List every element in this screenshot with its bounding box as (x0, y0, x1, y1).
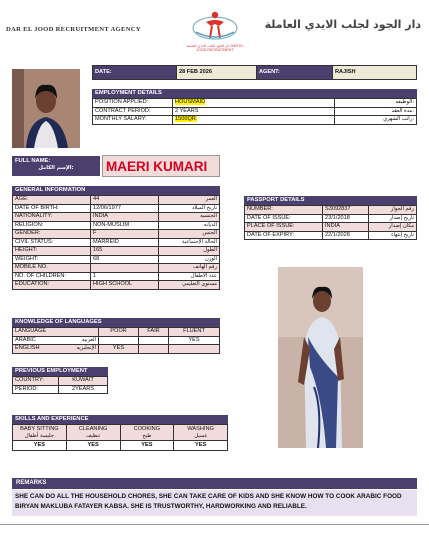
gender-value: F (91, 230, 159, 239)
issue-date-label: DATE OF ISSUE: (245, 214, 323, 223)
religion-label-ar: الديانه (159, 221, 220, 230)
contract-label-ar: مدة العقد: (335, 107, 417, 116)
lang-header-fair: FAIR (139, 328, 169, 337)
mobile-label: MOBILE NO. (13, 264, 91, 273)
lang-fair (139, 345, 169, 354)
lang-name-ar: الإنجليزيه (76, 345, 96, 351)
full-name-label (12, 156, 100, 176)
skill-washing (174, 425, 228, 441)
expiry-date-label-ar: تاريخ إنتهاء (369, 231, 417, 240)
age-value: 44 (91, 196, 159, 205)
skill-label: COOKING (133, 425, 161, 432)
skill-value: YES (13, 441, 67, 451)
nationality-value: INDIA (91, 213, 159, 222)
date-label: DATE: (93, 66, 177, 80)
civil-status-label: CIVIL STATUS: (13, 238, 91, 247)
lang-header-language: LANGUAGE (13, 328, 99, 337)
issue-date-value: 23/1/2018 (323, 214, 369, 223)
employment-title: EMPLOYMENT DETAILS (92, 89, 417, 98)
skill-label-ar: طبخ (142, 432, 152, 439)
skill-label: CLEANING (78, 425, 108, 432)
skill-value: YES (66, 441, 120, 451)
nationality-label: NATIONALITY: (13, 213, 91, 222)
agent-value: RAJISH (333, 66, 417, 80)
lang-name-ar: العربيه (81, 336, 96, 343)
expiry-date-label: DATE OF EXPIRY: (245, 231, 323, 240)
languages-section (12, 318, 220, 354)
skill-value: YES (120, 441, 174, 451)
general-information (12, 186, 220, 290)
mobile-label-ar: رقم الهاتف (159, 264, 220, 273)
salary-label-ar: راتب الشهري: (335, 116, 417, 125)
agency-name-en: DAR EL JOOD RECRUITMENT AGENCY (6, 26, 141, 33)
skill-cleaning (66, 425, 120, 441)
civil-status-value: MARREID (91, 238, 159, 247)
skill-label: WASHING (187, 425, 214, 432)
remarks-title: REMARKS (12, 478, 417, 489)
weight-label: WEIGHT: (13, 255, 91, 264)
lang-name: ARABIC (15, 336, 36, 343)
dob-value: 12/06/1977 (91, 204, 159, 213)
education-value: HIGH SCHOOL (91, 281, 159, 290)
contract-value: 2 YEARS (173, 107, 335, 116)
dob-label: DATE OF BIRTH: (13, 204, 91, 213)
previous-title: PREVIOUS EMPLOYMENT (12, 367, 108, 376)
period-value: 2YEARS (59, 385, 108, 394)
general-title: GENERAL INFORMATION (12, 186, 220, 195)
logo-graphic (186, 6, 244, 46)
weight-value: 68 (91, 255, 159, 264)
skill-label-ar: غسيل (194, 432, 208, 439)
candidate-photo-full (278, 267, 363, 448)
salary-value: 1500QR. (175, 116, 198, 122)
full-name-label-en: FULL NAME: (15, 158, 51, 164)
nationality-label-ar: الجنسيه (159, 213, 220, 222)
footer-divider (0, 524, 429, 525)
skill-baby-sitting (13, 425, 67, 441)
language-row (13, 345, 220, 354)
employment-details (92, 89, 417, 125)
skill-value: YES (174, 441, 228, 451)
age-label: AGE: (13, 196, 91, 205)
candidate-photo-small (12, 69, 80, 148)
civil-status-label-ar: الحالة الإجتماعية (159, 238, 220, 247)
agency-name-ar: دار الجود لجلب الايدي العاملة (264, 18, 421, 31)
passport-number-value: S3092837 (323, 206, 369, 215)
mobile-value (91, 264, 159, 273)
lang-header-poor: POOR (99, 328, 139, 337)
date-value: 28 FEB 2026 (177, 66, 257, 80)
languages-title: KNOWLEDGE OF LANGUAGES (12, 318, 220, 327)
full-name-value: MAERI KUMARI (102, 155, 220, 177)
passport-number-label: NUMBER: (245, 206, 323, 215)
remarks-text: SHE CAN DO ALL THE HOUSEHOLD CHORES, SHE CAN TAKE CARE OF KIDS AND SHE KNOW HOW TO COOK ARABIC FOOD BIRYAN MAKLUBA FATAYER KABSA. SHE IS TRUSTWORTHY, HARDWORKING AND RELIABLE. (12, 490, 417, 516)
passport-details (244, 196, 417, 240)
lang-name: ENGLISH (15, 345, 40, 351)
children-value: 1 (91, 272, 159, 281)
lang-fluent (169, 345, 220, 354)
education-label: EDUCATION: (13, 281, 91, 290)
period-label: PERIOD: (13, 385, 59, 394)
skills-section (12, 415, 228, 451)
age-label-ar: العمر (159, 196, 220, 205)
height-value: 165 (91, 247, 159, 256)
lang-fluent: YES (169, 336, 220, 345)
gender-label-ar: الجنس (159, 230, 220, 239)
passport-number-label-ar: رقم الجواز (369, 206, 417, 215)
position-value: HOUSMAID (175, 99, 206, 105)
contract-label: CONTRACT PERIOD: (93, 107, 173, 116)
passport-title: PASSPORT DETAILS (244, 196, 417, 205)
lang-fair (139, 336, 169, 345)
religion-label: RELIGION: (13, 221, 91, 230)
full-name-label-ar: الإسم الكامل: (38, 165, 74, 171)
lang-header-fluent: FLUENT (169, 328, 220, 337)
skill-label-ar: تنظيف (86, 432, 101, 439)
language-row (13, 336, 220, 345)
salary-label: MONTHLY SALARY: (93, 116, 173, 125)
skill-label: BABY SITTING (20, 425, 59, 432)
weight-label-ar: الوزن (159, 255, 220, 264)
position-label: POSITION APPLIED: (93, 99, 173, 108)
logo-caption: دار الجود لجلب الايدي العاملة DAR EL JOOD RECRUITMENT (186, 44, 244, 53)
children-label-ar: عدد الأطفال (159, 272, 220, 281)
skill-label-ar: جليسة أطفال (24, 432, 54, 439)
lang-poor (99, 336, 139, 345)
previous-employment (12, 367, 108, 394)
gender-label: GENDER: (13, 230, 91, 239)
height-label: HEIGHT: (13, 247, 91, 256)
skills-title: SKILLS AND EXPERIENCE (12, 415, 228, 424)
religion-value: NON-MUSLIM (91, 221, 159, 230)
height-label-ar: الطول (159, 247, 220, 256)
expiry-date-value: 22/1/2028 (323, 231, 369, 240)
issue-date-label-ar: تاريخ إصدار (369, 214, 417, 223)
lang-poor: YES (99, 345, 139, 354)
date-agent-table (92, 65, 417, 80)
children-label: NO. OF CHILDREN: (13, 272, 91, 281)
country-value: KUWAIT (59, 377, 108, 386)
country-label: COUNTRY: (13, 377, 59, 386)
education-label-ar: مستوى التعليمي (159, 281, 220, 290)
issue-place-label: PLACE OF ISSUE: (245, 223, 323, 232)
position-label-ar: الوظيفه: (335, 99, 417, 108)
issue-place-value: INDIA (323, 223, 369, 232)
agent-label: AGENT: (257, 66, 333, 80)
dob-label-ar: تاريخ الميلاد (159, 204, 220, 213)
skill-cooking (120, 425, 174, 441)
issue-place-label-ar: مكان إصدار (369, 223, 417, 232)
